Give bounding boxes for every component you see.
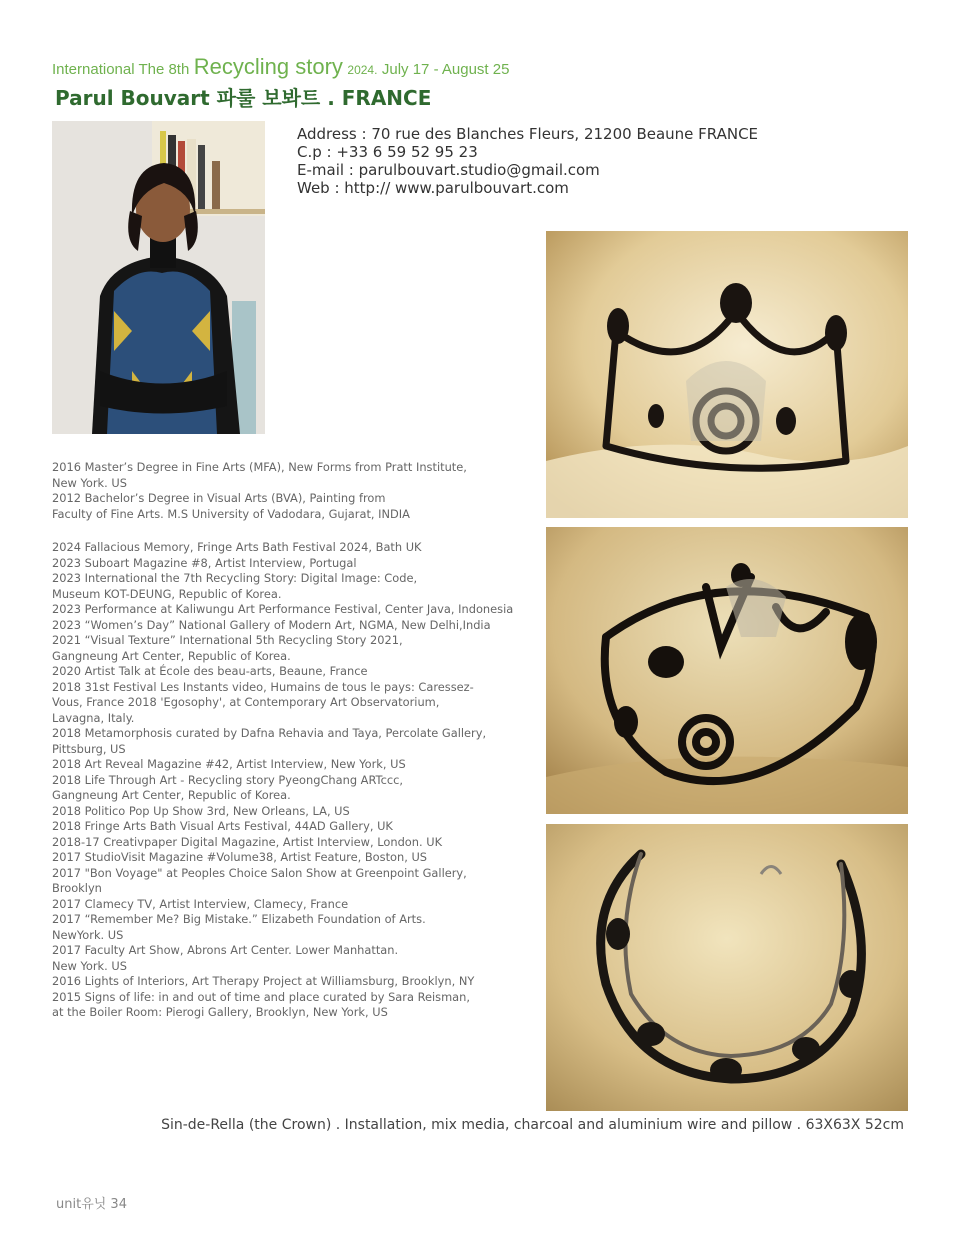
header-part2: Recycling story (193, 54, 343, 79)
exhibition-header (52, 54, 509, 80)
exhibition-line: 2023 Suboart Magazine #8, Artist Interview, Portugal (52, 555, 357, 570)
exhibition-line: 2018 Metamorphosis curated by Dafna Rehavia and Taya, Percolate Gallery, (52, 726, 487, 740)
exhibition-line: NewYork. US (52, 927, 124, 942)
exhibition-line: 2016 Lights of Interiors, Art Therapy Project at Williamsburg, Brooklyn, NY (52, 974, 475, 988)
contact-address: Address : 70 rue des Blanches Fleurs, 21200 Beaune FRANCE (297, 125, 759, 143)
exhibition-line: Brooklyn (52, 881, 102, 895)
header-part4: July 17 - August 25 (381, 61, 510, 78)
exhibition-line: Lavagna, Italy. (52, 710, 135, 725)
contact-info (297, 125, 758, 197)
contact-email: E-mail : parulbouvart.studio@gmail.com (297, 161, 600, 179)
artwork-photo-front (546, 231, 908, 518)
exhibition-line: 2023 “Women’s Day” National Gallery of Modern Art, NGMA, New Delhi,India (52, 617, 491, 632)
exhibition-line: 2018 Life Through Art - Recycling story PyeongChang ARTccc, (52, 772, 403, 787)
education-line: 2012 Bachelor’s Degree in Visual Arts (BVA), Painting from (52, 491, 386, 505)
exhibition-line: 2024 Fallacious Memory, Fringe Arts Bath Festival 2024, Bath UK (52, 540, 422, 554)
page-footer: unit유닛 34 (56, 1197, 127, 1212)
contact-phone: C.p : +33 6 59 52 95 23 (297, 143, 478, 161)
exhibition-line: 2023 International the 7th Recycling Story: Digital Image: Code, (52, 571, 418, 585)
exhibition-line: 2021 “Visual Texture” International 5th Recycling Story 2021, (52, 633, 403, 647)
exhibition-line: 2015 Signs of life: in and out of time and place curated by Sara Reisman, (52, 989, 470, 1004)
education-line: Faculty of Fine Arts. M.S University of Vadodara, Gujarat, INDIA (52, 506, 410, 521)
artwork-photo-angle (546, 527, 908, 814)
artist-title: Parul Bouvart 파룰 보봐트 . FRANCE (55, 86, 432, 110)
education-list (52, 460, 492, 522)
exhibition-line: Vous, France 2018 'Egosophy', at Contemporary Art Observatorium, (52, 695, 440, 709)
exhibition-line: 2017 Faculty Art Show, Abrons Art Center. Lower Manhattan. (52, 943, 399, 957)
exhibition-line: 2017 "Bon Voyage" at Peoples Choice Salon Show at Greenpoint Gallery, (52, 865, 467, 880)
exhibition-line: 2020 Artist Talk at École des beau-arts, Beaune, France (52, 664, 368, 678)
exhibition-line: 2018 Art Reveal Magazine #42, Artist Interview, New York, US (52, 757, 406, 771)
exhibition-line: 2017 Clamecy TV, Artist Interview, Clamecy, France (52, 896, 349, 911)
exhibition-line: Pittsburg, US (52, 741, 126, 756)
education-line: New York. US (52, 475, 127, 490)
contact-web: Web : http:// www.parulbouvart.com (297, 179, 569, 197)
artist-portrait (52, 121, 265, 434)
education-line: 2016 Master’s Degree in Fine Arts (MFA), New Forms from Pratt Institute, (52, 460, 467, 474)
header-part1: International The 8th (52, 61, 190, 78)
exhibition-list (52, 540, 514, 1021)
exhibition-line: 2018-17 Creativpaper Digital Magazine, Artist Interview, London. UK (52, 834, 443, 849)
exhibition-line: at the Boiler Room: Pierogi Gallery, Brooklyn, New York, US (52, 1005, 388, 1019)
exhibition-line: Museum KOT-DEUNG, Republic of Korea. (52, 586, 282, 601)
exhibition-line: 2017 StudioVisit Magazine #Volume38, Artist Feature, Boston, US (52, 850, 428, 864)
exhibition-line: 2023 Performance at Kaliwungu Art Performance Festival, Center Java, Indonesia (52, 602, 514, 616)
artwork-caption: Sin-de-Rella (the Crown) . Installation, mix media, charcoal and aluminium wire and pillow . 63X63X 52cm (161, 1117, 904, 1133)
exhibition-line: Gangneung Art Center, Republic of Korea. (52, 788, 291, 802)
exhibition-line: 2018 Politico Pop Up Show 3rd, New Orleans, LA, US (52, 803, 350, 818)
header-part3: 2024. (347, 63, 378, 77)
exhibition-line: New York. US (52, 958, 127, 973)
exhibition-line: 2018 Fringe Arts Bath Visual Arts Festival, 44AD Gallery, UK (52, 819, 393, 833)
artwork-photo-top (546, 824, 908, 1111)
exhibition-line: 2017 “Remember Me? Big Mistake.” Elizabeth Foundation of Arts. (52, 912, 426, 926)
exhibition-line: Gangneung Art Center, Republic of Korea. (52, 648, 291, 663)
exhibition-line: 2018 31st Festival Les Instants video, Humains de tous le pays: Caressez- (52, 679, 474, 694)
